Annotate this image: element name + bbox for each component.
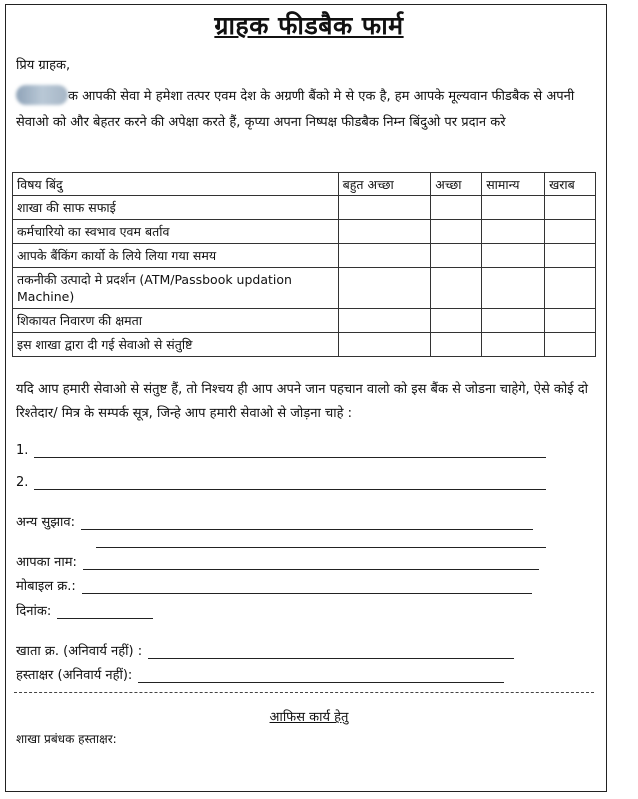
name-label: आपका नाम: xyxy=(16,555,77,570)
table-row xyxy=(13,333,596,357)
greeting: प्रिय ग्राहक, xyxy=(16,58,71,73)
account-input[interactable] xyxy=(148,646,514,659)
row-topic: इस शाखा द्वारा दी गई सेवाओ से संतुष्टि xyxy=(13,333,339,357)
dashed-divider xyxy=(14,692,594,693)
office-use-heading: आफिस कार्य हेतु xyxy=(269,710,349,725)
mobile-row xyxy=(16,576,532,594)
mobile-label: मोबाइल क्र.: xyxy=(16,579,76,594)
signature-row xyxy=(16,665,504,683)
rating-cell[interactable] xyxy=(482,220,545,244)
date-row xyxy=(16,601,153,619)
referral-2-input[interactable] xyxy=(34,477,546,490)
rating-cell[interactable] xyxy=(338,268,431,309)
rating-cell[interactable] xyxy=(431,244,482,268)
signature-label: हस्ताक्षर (अनिवार्य नहीं): xyxy=(16,668,133,683)
header-very-good: बहुत अच्छा xyxy=(338,173,431,196)
suggestions-label: अन्य सुझाव: xyxy=(16,515,76,530)
referral-2-label: 2. xyxy=(16,475,29,490)
table-row xyxy=(13,196,596,220)
rating-cell[interactable] xyxy=(545,196,596,220)
rating-cell[interactable] xyxy=(338,333,431,357)
mobile-input[interactable] xyxy=(82,581,532,594)
referral-1-row xyxy=(16,443,546,458)
suggestions-input[interactable] xyxy=(81,517,533,530)
rating-cell[interactable] xyxy=(545,333,596,357)
rating-cell[interactable] xyxy=(482,268,545,309)
redacted-bank-name xyxy=(16,85,68,105)
date-input[interactable] xyxy=(57,606,153,619)
row-topic: कर्मचारियो का स्वभाव एवम बर्ताव xyxy=(13,220,339,244)
table-header-row xyxy=(13,173,596,196)
suggestions-row xyxy=(16,512,533,530)
form-title: ग्राहक फीडबैक फार्म xyxy=(214,11,404,40)
row-topic: शिकायत निवारण की क्षमता xyxy=(13,309,339,333)
referral-2-row xyxy=(16,475,546,490)
suggestions-input-2[interactable] xyxy=(96,535,546,548)
rating-cell[interactable] xyxy=(482,333,545,357)
signature-input[interactable] xyxy=(138,670,504,683)
rating-table xyxy=(12,172,596,357)
table-row xyxy=(13,268,596,309)
table-row xyxy=(13,220,596,244)
account-row xyxy=(16,641,514,659)
row-topic: तकनीकी उत्पादो मे प्रदर्शन (ATM/Passbook updation Machine) xyxy=(13,268,339,309)
rating-cell[interactable] xyxy=(338,196,431,220)
rating-cell[interactable] xyxy=(338,244,431,268)
table-row xyxy=(13,244,596,268)
header-topic: विषय बिंदु xyxy=(13,173,339,196)
header-bad: खराब xyxy=(545,173,596,196)
referral-1-label: 1. xyxy=(16,443,29,458)
rating-cell[interactable] xyxy=(545,309,596,333)
rating-cell[interactable] xyxy=(431,196,482,220)
referral-text: यदि आप हमारी सेवाओ से संतुष्ट हैं, तो निश्चय ही आप अपने जान पहचान वालो को इस बैंक से जोडना चाहेगे, ऐसे कोई दो रिश्तेदार/ मित्र के सम्पर्क सूत्र, जिन्हे आप हमारी सेवाओ से जोड़ना चाहे : xyxy=(16,382,589,421)
rating-cell[interactable] xyxy=(431,333,482,357)
rating-cell[interactable] xyxy=(545,268,596,309)
name-row xyxy=(16,552,539,570)
header-average: सामान्य xyxy=(482,173,545,196)
account-label: खाता क्र. (अनिवार्य नहीं) : xyxy=(16,644,143,659)
intro-paragraph xyxy=(16,84,588,136)
name-input[interactable] xyxy=(83,557,539,570)
rating-cell[interactable] xyxy=(482,196,545,220)
rating-cell[interactable] xyxy=(431,220,482,244)
row-topic: आपके बैंकिंग कार्यो के लिये लिया गया समय xyxy=(13,244,339,268)
rating-cell[interactable] xyxy=(431,309,482,333)
intro-text: क आपकी सेवा मे हमेशा तत्पर एवम देश के अग्रणी बैंको मे से एक है, हम आपके मूल्यवान फीडबैक से अपनी सेवाओ को और बेहतर करने की अपेक्षा करते हैं, कृप्या अपना निष्पक्ष फीडबैक निम्न बिंदुओ पर प्रदान करे xyxy=(16,89,575,130)
row-topic: शाखा की साफ सफाई xyxy=(13,196,339,220)
manager-signature-label: शाखा प्रबंधक हस्ताक्षर: xyxy=(16,732,117,746)
date-label: दिनांक: xyxy=(16,604,52,619)
rating-cell[interactable] xyxy=(545,244,596,268)
rating-cell[interactable] xyxy=(482,244,545,268)
rating-cell[interactable] xyxy=(545,220,596,244)
suggestions-row-2 xyxy=(96,535,546,548)
rating-cell[interactable] xyxy=(431,268,482,309)
rating-cell[interactable] xyxy=(338,309,431,333)
rating-cell[interactable] xyxy=(338,220,431,244)
rating-cell[interactable] xyxy=(482,309,545,333)
referral-1-input[interactable] xyxy=(34,445,546,458)
table-row xyxy=(13,309,596,333)
header-good: अच्छा xyxy=(431,173,482,196)
